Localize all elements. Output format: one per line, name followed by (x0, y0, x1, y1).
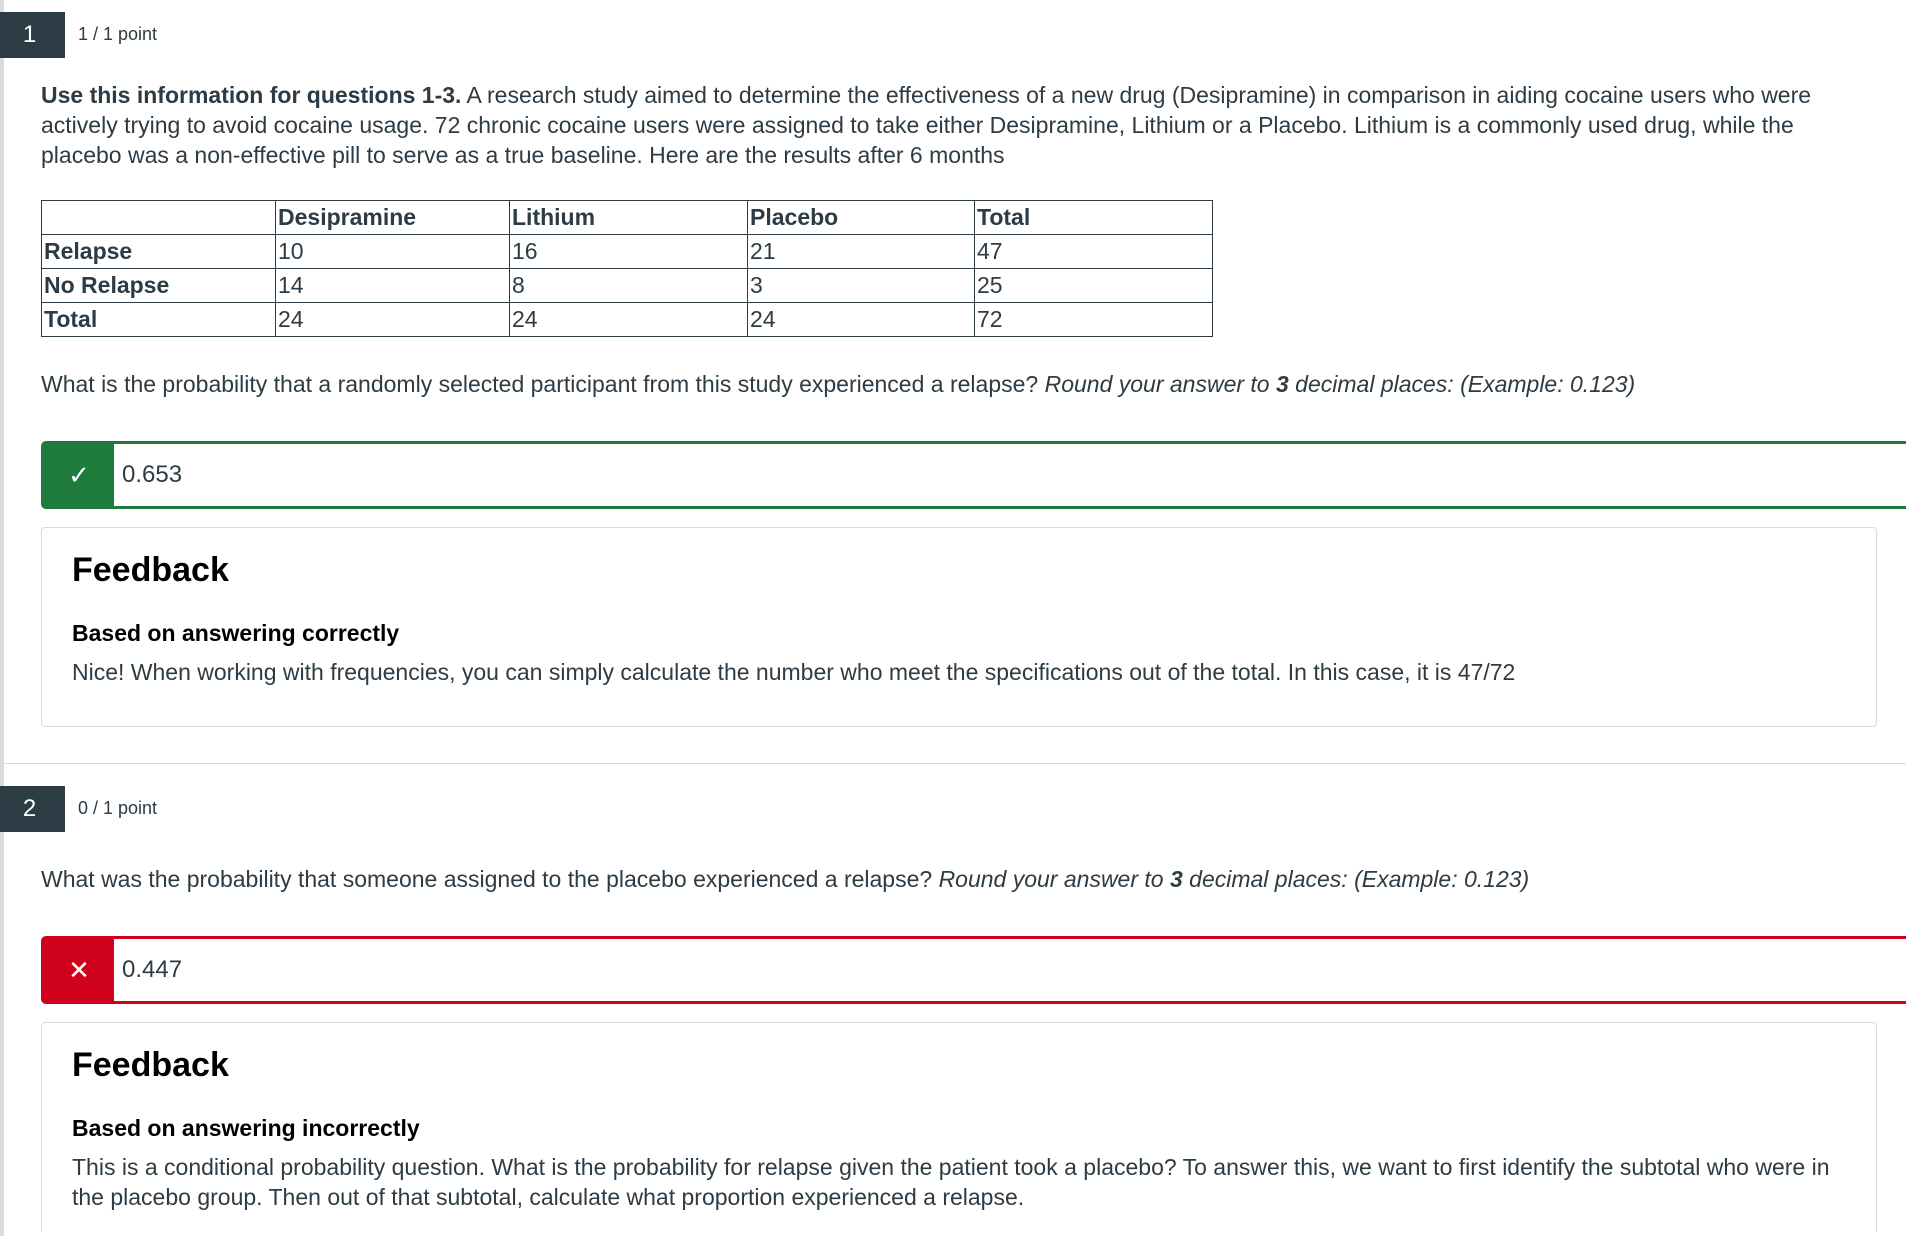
answer-field-incorrect[interactable] (41, 936, 1906, 1004)
intro-text: A research study aimed to determine the effectiveness of a new drug (Desipramine) in comparison in aiding cocaine users who were actively trying to avoid cocaine usage. 72 chronic cocaine users were assigned to take either Desipramine, Lithium or a Placebo. Lithium is a commonly used drug, while the placebo was a non-effective pill to serve as a true baseline. Here are the results after 6 months (41, 82, 1812, 168)
question-text (41, 864, 1871, 894)
round-instruction (1045, 371, 1636, 397)
question-number: 2 (0, 786, 65, 832)
table-header-cell: Placebo (748, 201, 975, 235)
question-points: 1 / 1 point (78, 24, 158, 44)
question-prompt: What is the probability that a randomly selected participant from this study experienced a relapse? (41, 371, 1045, 397)
table-cell: 72 (975, 303, 1213, 337)
feedback-box (41, 527, 1877, 727)
question-prompt: What was the probability that someone assigned to the placebo experienced a relapse? (41, 866, 939, 892)
feedback-text: Nice! When working with frequencies, you can simply calculate the number who meet the specifications out of the total. In this case, it is 47/72 (72, 659, 1516, 685)
table-cell: 3 (748, 269, 975, 303)
table-cell: 10 (276, 235, 510, 269)
results-table (41, 200, 1213, 337)
answer-value: 0.653 (122, 461, 183, 488)
table-header-cell: Total (975, 201, 1213, 235)
table-header-cell: Lithium (510, 201, 748, 235)
answer-value: 0.447 (122, 956, 183, 983)
round-post: decimal places: (Example: 0.123) (1288, 371, 1636, 397)
answer-field-correct[interactable] (41, 441, 1906, 509)
table-cell: 16 (510, 235, 748, 269)
table-cell: 14 (276, 269, 510, 303)
table-row (42, 235, 1213, 269)
feedback-text: This is a conditional probability question. What is the probability for relapse given the patient took a placebo? To answer this, we want to first identify the subtotal who were in the placebo group. Then out of that subtotal, calculate what proportion experienced a relapse. (72, 1154, 1830, 1210)
round-pre: Round your answer to (1044, 371, 1276, 397)
question-number: 1 (0, 12, 65, 58)
table-cell: 25 (975, 269, 1213, 303)
round-num: 3 (1169, 866, 1183, 892)
table-row (42, 303, 1213, 337)
table-row-label: No Relapse (42, 269, 276, 303)
table-header-row (42, 201, 1213, 235)
question-points: 0 / 1 point (78, 798, 158, 818)
question-header (0, 764, 1906, 822)
table-row-label: Relapse (42, 235, 276, 269)
table-row-label: Total (42, 303, 276, 337)
table-header-cell: Desipramine (276, 201, 510, 235)
table-cell: 24 (510, 303, 748, 337)
feedback-subtitle: Based on answering incorrectly (72, 1115, 420, 1141)
table-header-cell (42, 201, 276, 235)
question-2 (0, 764, 1906, 1232)
question-header (0, 0, 1906, 58)
table-cell: 8 (510, 269, 748, 303)
table-cell: 47 (975, 235, 1213, 269)
round-pre: Round your answer to (938, 866, 1170, 892)
check-icon: ✓ (44, 444, 114, 506)
round-post: decimal places: (Example: 0.123) (1182, 866, 1530, 892)
feedback-box (41, 1022, 1877, 1232)
table-cell: 21 (748, 235, 975, 269)
question-intro (41, 80, 1871, 170)
feedback-title: Feedback (72, 551, 229, 589)
intro-bold: Use this information for questions 1-3. (41, 82, 462, 108)
feedback-title: Feedback (72, 1046, 229, 1084)
table-cell: 24 (276, 303, 510, 337)
table-cell: 24 (748, 303, 975, 337)
round-instruction (939, 866, 1530, 892)
round-num: 3 (1275, 371, 1289, 397)
x-icon: ✕ (44, 939, 114, 1001)
feedback-subtitle: Based on answering correctly (72, 620, 400, 646)
table-row (42, 269, 1213, 303)
question-text (41, 369, 1871, 399)
